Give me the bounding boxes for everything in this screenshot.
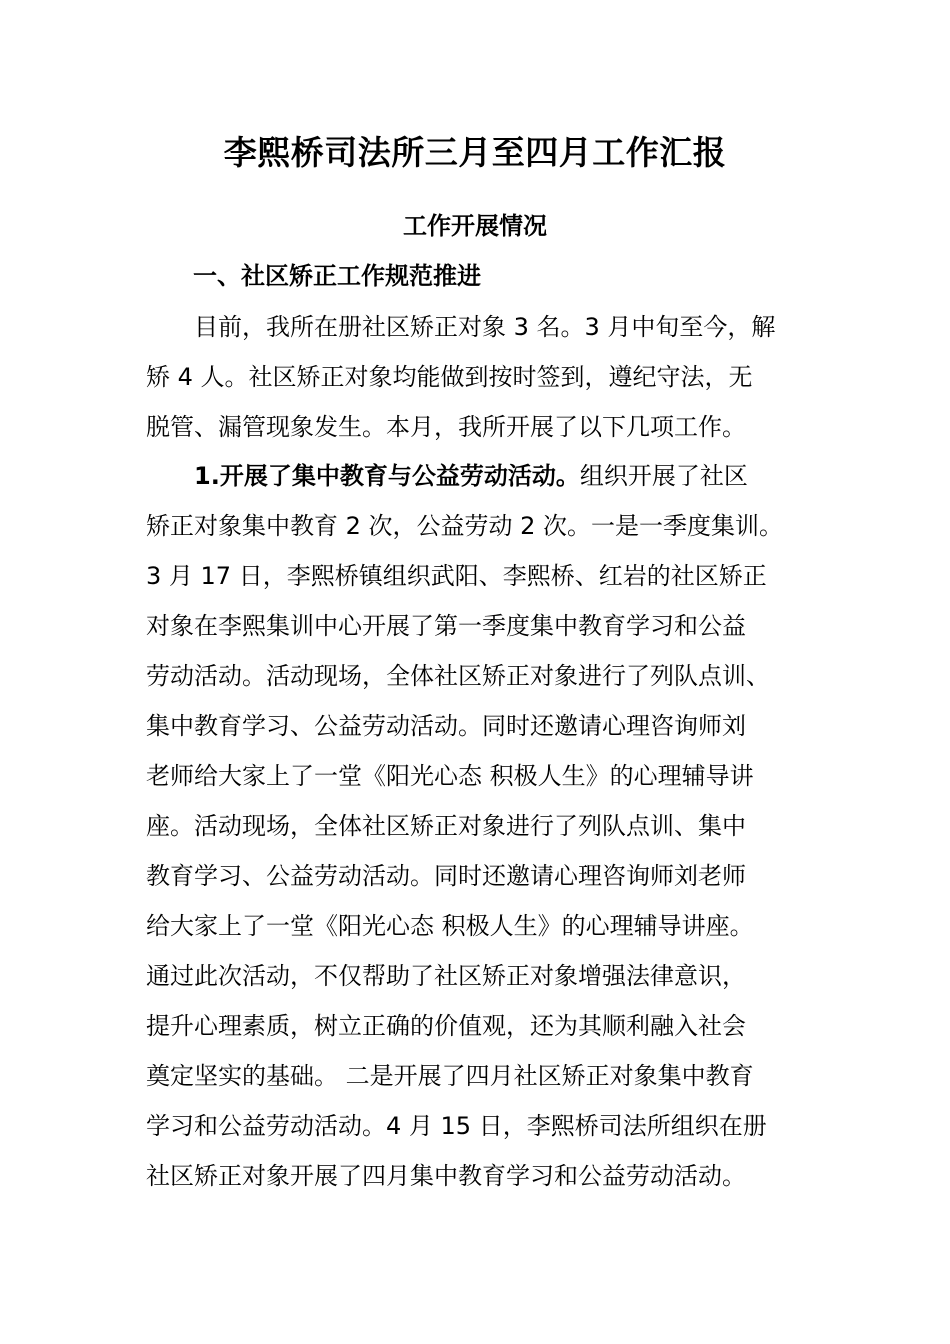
document-subtitle: 工作开展情况 [403,212,547,240]
document-title: 李熙桥司法所三月至四月工作汇报 [223,133,727,172]
section-heading: 一、社区矫正工作规范推进 [193,262,481,290]
paragraph-1 [146,302,806,452]
paragraph-line: 教育学习、公益劳动活动。同时还邀请心理咨询师刘老师 [146,862,746,890]
paragraph-line: 矫正对象集中教育 2 次，公益劳动 2 次。一是一季度集训。 [146,512,784,540]
paragraph-first-line [146,451,806,501]
paragraph-line: 社区矫正对象开展了四月集中教育学习和公益劳动活动。 [146,1162,746,1190]
paragraph-line: 劳动活动。活动现场，全体社区矫正对象进行了列队点训、 [146,662,770,690]
paragraph-line: 座。活动现场，全体社区矫正对象进行了列队点训、集中 [146,812,746,840]
paragraph-line: 矫 4 人。社区矫正对象均能做到按时签到，遵纪守法，无 [146,363,753,391]
paragraph-first-line-rest: 组织开展了社区 [579,462,748,490]
paragraph-line: 通过此次活动，不仅帮助了社区矫正对象增强法律意识， [146,962,746,990]
paragraph-line: 脱管、漏管现象发生。本月，我所开展了以下几项工作。 [146,413,746,441]
paragraph-line: 对象在李熙集训中心开展了第一季度集中教育学习和公益 [146,612,746,640]
paragraph-line: 给大家上了一堂《阳光心态 积极人生》的心理辅导讲座。 [146,912,754,940]
paragraph-bold-lead: 1.开展了集中教育与公益劳动活动。 [194,462,580,490]
paragraph-line: 奠定坚实的基础。 二是开展了四月社区矫正对象集中教育 [146,1062,754,1090]
paragraph-line: 目前，我所在册社区矫正对象 3 名。3 月中旬至今，解 [194,313,776,341]
paragraph-line: 3 月 17 日，李熙桥镇组织武阳、李熙桥、红岩的社区矫正 [146,562,767,590]
paragraph-line: 集中教育学习、公益劳动活动。同时还邀请心理咨询师刘 [146,712,746,740]
paragraph-2 [146,451,806,1201]
paragraph-line: 学习和公益劳动活动。4 月 15 日，李熙桥司法所组织在册 [146,1112,767,1140]
paragraph-line: 提升心理素质，树立正确的价值观，还为其顺利融入社会 [146,1012,746,1040]
paragraph-line: 老师给大家上了一堂《阳光心态 积极人生》的心理辅导讲 [146,762,754,790]
